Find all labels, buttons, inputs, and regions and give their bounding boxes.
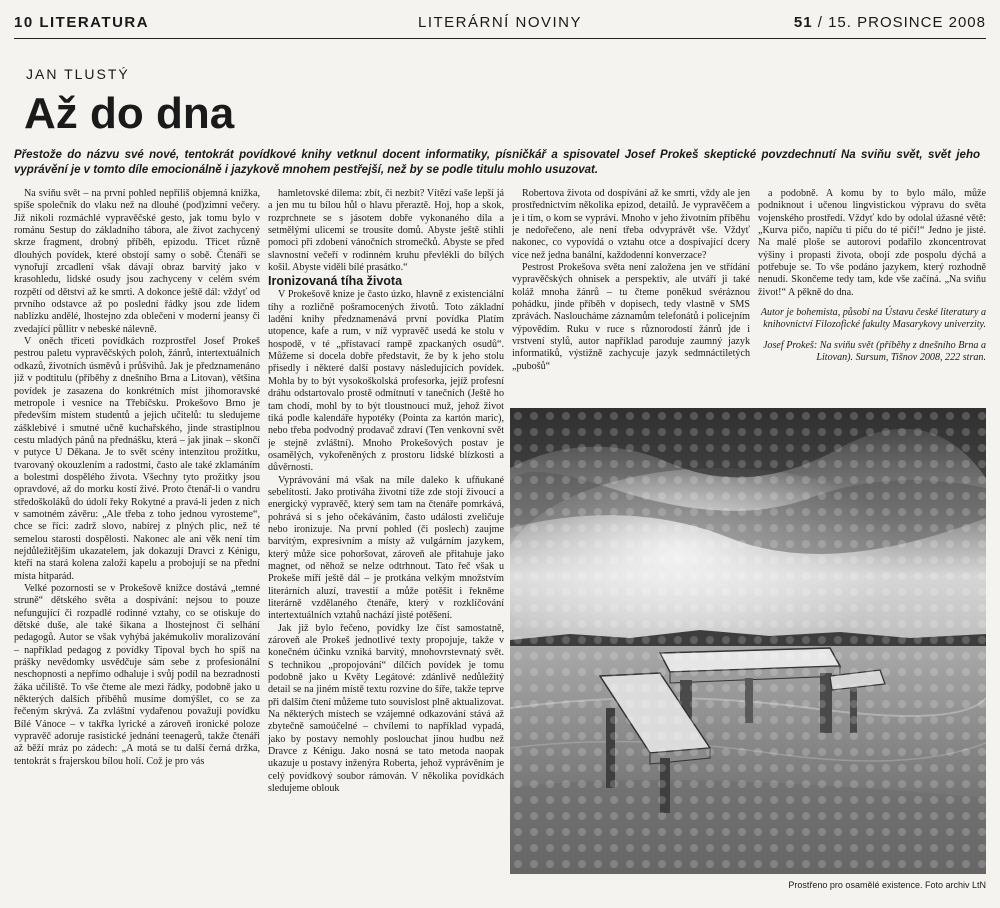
text-column-4 xyxy=(758,188,986,392)
publication-name: LITERÁRNÍ NOVINY xyxy=(417,14,583,31)
paragraph: Velké pozornosti se v Prokešově knížce dostává „temné struně“ dětského světa a dospívání: nejsou to pouze nefungující či rozpadlé rodinné vztahy, co se otiskuje do dětské duše, ale také šikana a lhostejnost či selhání pedagogů. Autor se však vyhýbá jakémukoliv moralizování – například pedagog z povídky Tipoval bych ho spíš na prášky nevědomky usvědčuje sám sebe z profesionální neschopnosti a nepřímo odhaluje i svůj podíl na bezradnosti žáka učiliště. To vše čteme ale mezi řádky, podobně jako u některých dalších příběhů musíme domýšlet, co se za řečeným skrývá. Za zvláštní vydařenou považuji povídku Bílé Vánoce – v takřka lyrické a zároveň ironické poloze vypravěč adoruje rasistické jednání teenagerů, takže čtenáři až běží mráz po zádech: „A motá se tu další černá držka, tentokrát s frajerskou bílou holí. Což je pro vás xyxy=(14,583,260,767)
article-lead: Přestože do názvu své nové, tentokrát povídkové knihy vetknul docent informatiky, písničkář a spisovatel Josef Prokeš skeptické povzdechnutí Na sviňu svět, svět jeho vyprávění je v tomto díle emocionálně i jazykově mnohem pestřejší, než by se podle titulu mohlo usuzovat. xyxy=(14,149,980,176)
article-author: JAN TLUSTÝ xyxy=(26,66,130,82)
issue-info xyxy=(794,14,986,31)
paragraph: Pestrost Prokešova světa není založena jen ve střídání vypravěčských ohnisek a perspektiv, ale utváří ji také koláž mnoha žánrů – tu čteme poněkud svéráznou pohádku, jinde příběh v dopisech, tedy vlastně v SMS zprávách. Nasloucháme záznamům telefonátů i policejním výpovědím. Ruku v ruce s různorodostí žánrů jde i vrstvení stylů, autor například paroduje zaumný jazyk informatiků, výstižně zachycuje jazyk sedmnáctiletých „pubošů“ xyxy=(512,262,750,372)
text-column-1 xyxy=(14,188,260,903)
paragraph: Na sviňu svět – na první pohled nepříliš objemná knížka, spíše společník do vlaku než na dlouhé (pod)zimní večery. Již nikoli rozmáchlé vypravěčské gesto, jak tomu bylo v románu Sestup do základního tábora, ale život zachycený skrze fragment, drobný příběh, epizodu. Třicet různě dlouhých povídek, které obstojí samy o sobě. Čtenáři se vynořují zrcadlení však dávají obraz barvitý jako v krasohledu, lidské osudy jsou zachyceny v celém svém rozpětí od dětství až ke smrti. A dokonce ještě dál: vždyť od prvního odstavce až po poslední řádky jsou zde lidem nablízku andělé, lhostejno zda oblečeni v moderní jeansy či zvedající půllitr v nebeské nálevně. xyxy=(14,188,260,335)
lakeside-bench-image xyxy=(510,408,986,874)
text-column-3 xyxy=(512,188,750,392)
paragraph: V Prokešově knize je často úzko, hlavně z existenciální tíhy a rozličně pošramocených životů. Toto základní ladění knihy předznamenává první povídka Platím utopence, kafe a rum, v níž vypravěč usedá ke stolu v hospodě, v té „přístavací rampě zpackaných osudů“. Můžeme si docela dobře představit, že by k jeho stolu přisedly i některé další postavy následujících povídek. Mohla by to být vysokoškolská profesorka, jejíž profesní dráhu odstartovalo prostě odmítnutí v tanečních (Ještě ho tam chodí, mohl by to být tloustnoucí muž, jehož život tiká podle kalendáře hypotéky (Pointa za kartón maric), nebo třeba podvodný prodavač zdraví (Ten venkovní svět je stejně zvláštní). Mnoho Prokešových postav je osamělých, vykořeněných z prostoru lidské blízkosti a důvěrnosti. xyxy=(268,289,504,474)
section-subheading: Ironizovaná tíha života xyxy=(268,274,403,289)
photo-caption: Prostřeno pro osamělé existence. Foto archiv LtN xyxy=(788,880,986,890)
paragraph: V oněch třiceti povídkách rozprostřel Josef Prokeš pestrou paletu vypravěčských poloh, žánrů, intertextuálních odkazů, životních úsměvů i průšvihů. Jak je předznamenáno již v podtitulu (příběhy z dnešního Brna a Litovan), většina povídek je zasazena do konkrétních míst jihomoravské metropole i vesnice na Třebíčsku. Prokešovo Brno je především místem studentů a jejich učitelů: tu sledujeme zášklebivé i smutné učně kuchařského, jinde strastiplnou cestu mladých pánů na přednášku, která – jak jinak – skončí v putyce U Děkana. Je to svět scény intenzitou prožitku, tvarovaný okouzlením a radostmi, často ale také zklamáním a bolestmi dospělého života. Všechny tyto prožitky jsou opravdové, až do morku kostí živé. Proto čtenář-li o vandru středoškoláků do údolí řeky Rokytné a pravá-li jeden z nich v samotném závěru: „Ale třeba z toho jednou vyrosteme“, chce se říci: zadrž slovo, nabírej z plných plic, než té semelou starosti dospělosti. Nakonec ale ani věk není tím nejdůležitějším ukazatelem, jak dokazují Dravci z Kénigu, kteří na stará kolena založí kapelu a probojují se na přední místa hitparád. xyxy=(14,336,260,582)
issue-date: / 15. PROSINCE 2008 xyxy=(817,14,986,31)
paragraph: a podobně. A komu by to bylo málo, může podniknout i učenou lingvistickou výpravu do světa vojenského prostředí. Vždyť kdo by odolal úžasné větě: „Kurva pičo, napíču ti píču do té pičí!“ Jedno je jisté. Na malé ploše se autorovi podařilo zkoncentrovat výšiny i propasti života, obojí zde pospolu dýchá a potřebuje se. To vše podáno jazykem, který rozhodně nenudí. Skončeme tedy tam, kde vše začíná. „Na sviňu život!“ A pěkně do dna. xyxy=(758,188,986,298)
paragraph: Jak již bylo řečeno, povídky lze číst samostatně, zároveň ale Prokeš jednotlivé texty propojuje, takže v konečném účinku vzniká barvitý, mnohovrstevnatý svět. S technikou „propojování“ dílčích povídek je tomu podobně jako u Květy Legátové: zdánlivě nedůležitý detail se na jiném místě textu rozvine do šíře, takže teprve při dalším čtení můžeme tuto souvislost plně aktualizovat. Na některých místech se vzájemné odkazování stává až zbytečně samoúčelné – chvílemi to například vypadá, jako by postavy nemohly poslouchat jinou hudbu než Dravce z Kénigu. Jako nosná se tato metoda naopak ukazuje u postavy inženýra Roberta, jehož vyprávěním je celý povídkový soubor rámován. V několika povídkách sledujeme oblouk xyxy=(268,622,504,795)
issue-number: 51 xyxy=(793,14,813,31)
paragraph: hamletovské dilema: zbít, či nezbít? Vítězí vaše lepší já a jen mu tu bílou hůl o hlavu přeraztě. Hoj, hop a skok, rozprchnete se s jásotem dobře vykonaného díla a setmělými ulicemi se trousíte domů. Abyste ještě stihli pomoci při zdobení vánočních stromečků. Abyste se před slavnostní večeří v rodinném kruhu převlékli do bílých košil. Abyste viděli bílé prasátko.“ xyxy=(268,188,504,274)
article-title: Až do dna xyxy=(24,89,235,138)
page-header xyxy=(14,8,986,39)
text-column-2 xyxy=(268,188,504,903)
section-label: 10 LITERATURA xyxy=(14,14,150,31)
paragraph: Vyprávování má však na míle daleko k ufňukané sebelítosti. Jako protiváha životní tíže zde stojí živoucí a energický vypravěč, který sem tam na čtenáře pomrkává, pohrává si s jeho očekáváním, často události zveličuje nebo ironizuje. Na první pohled (či poslech) zaujme barvitým, expresivním a místy až vulgárním jazykem, který může sice pohoršovat, zároveň ale přitahuje jako magnet, od něhož se nelze odtrhnout. Tato řeč však u Prokeše míří ještě dál – je protkána velkým množstvím literárních aluzí, travestií a může potěšit i řekněme literárně vzdělaného čtenáře, který v rozklíčování intertextuálních vztahů nachází jisté potěšení. xyxy=(268,474,504,622)
paragraph: Robertova života od dospívání až ke smrti, vždy ale jen prostřednictvím několika epizod, detailů. Je vypravěčem a je i tím, o kom se vypráví. Mnoho v jeho životním příběhu je nedořečeno, ale není třeba odvyprávět vše. Vždyť nakonec, co vypovídá o vztahu otce a dospívající dcery více než jedna banální, každodenní konverzace? xyxy=(512,188,750,261)
article-photo xyxy=(510,408,986,874)
author-note: Autor je bohemista, působí na Ústavu české literatury a knihovnictví Filozofické fakulty Masarykovy univerzity. xyxy=(760,307,986,331)
book-info: Josef Prokeš: Na sviňu svět (příběhy z dnešního Brna a Litovan). Sursum, Tišnov 2008, 222 stran. xyxy=(762,339,986,364)
